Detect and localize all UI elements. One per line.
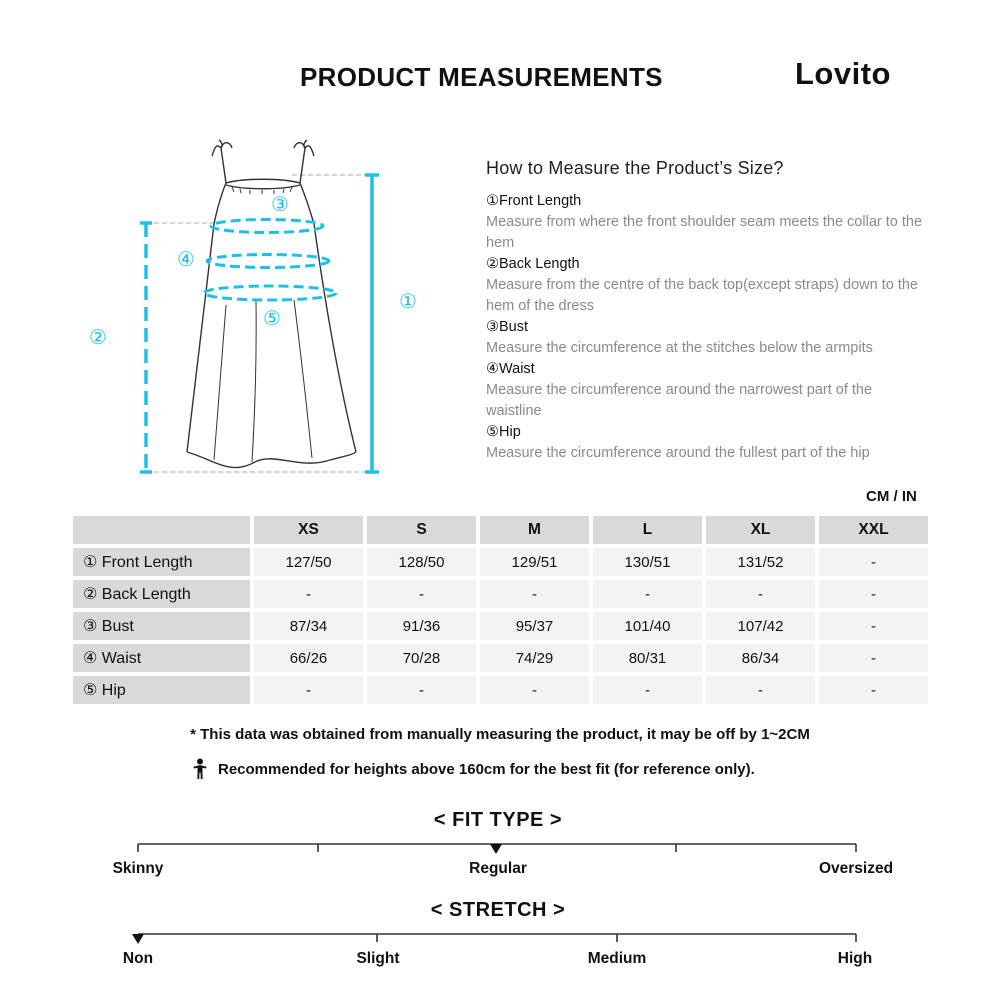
table-cell: - (254, 580, 363, 608)
fit-label-skinny: Skinny (112, 860, 164, 877)
table-cell: - (480, 580, 589, 608)
table-cell: - (819, 580, 928, 608)
table-cell: 128/50 (367, 548, 476, 576)
table-cell: - (819, 644, 928, 672)
table-cell: 127/50 (254, 548, 363, 576)
fit-type-indicator-icon (490, 844, 502, 854)
table-cell: - (480, 676, 589, 704)
measure-description: Measure the circumference at the stitches below the armpits (486, 340, 873, 356)
size-header-l: L (593, 516, 702, 544)
table-cell: - (819, 612, 928, 640)
table-cell: 107/42 (706, 612, 815, 640)
measure-label: ①Front Length (486, 193, 582, 209)
table-cell: 70/28 (367, 644, 476, 672)
table-cell: 74/29 (480, 644, 589, 672)
measure-description: Measure the circumference around the narrowest part of the waistline (486, 382, 873, 419)
row-label: ② Back Length (73, 580, 250, 608)
table-cell: - (367, 676, 476, 704)
table-cell: - (706, 580, 815, 608)
measure-label: ③Bust (486, 319, 529, 335)
fit-label-oversized: Oversized (818, 860, 894, 877)
table-cell: - (819, 548, 928, 576)
stretch-indicator-icon (132, 934, 144, 944)
table-cell: - (254, 676, 363, 704)
table-cell: 129/51 (480, 548, 589, 576)
table-cell: 86/34 (706, 644, 815, 672)
table-cell: - (367, 580, 476, 608)
measurement-disclaimer: * This data was obtained from manually measuring the product, it may be off by 1~2CM (190, 726, 810, 743)
marker-waist: ④ (177, 247, 195, 271)
marker-back-length: ② (89, 325, 107, 349)
size-header-xxl: XXL (819, 516, 928, 544)
stretch-label-high: High (837, 950, 873, 967)
measure-description: Measure the circumference around the fullest part of the hip (486, 445, 870, 461)
how-to-measure-title: How to Measure the Product’s Size? (486, 158, 784, 178)
row-label: ③ Bust (73, 612, 250, 640)
table-cell: - (819, 676, 928, 704)
measure-label: ⑤Hip (486, 424, 521, 440)
marker-bust: ③ (271, 192, 289, 216)
measure-label: ④Waist (486, 361, 535, 377)
table-cell: 87/34 (254, 612, 363, 640)
fit-label-regular: Regular (469, 860, 527, 877)
table-cell: - (593, 676, 702, 704)
page-title: PRODUCT MEASUREMENTS (300, 62, 663, 92)
size-header-m: M (480, 516, 589, 544)
size-header-xs: XS (254, 516, 363, 544)
size-header-xl: XL (706, 516, 815, 544)
measure-description: Measure from the centre of the back top(except straps) down to the hem of the dress (486, 277, 918, 314)
table-cell: - (593, 580, 702, 608)
marker-hip: ⑤ (263, 306, 281, 330)
table-cell: 130/51 (593, 548, 702, 576)
fit-type-title: < FIT TYPE > (433, 809, 563, 831)
row-label: ⑤ Hip (73, 676, 250, 704)
units-label: CM / IN (866, 488, 917, 505)
size-header-s: S (367, 516, 476, 544)
marker-front-length: ① (399, 289, 417, 313)
stretch-label-medium: Medium (587, 950, 647, 967)
measure-label: ②Back Length (486, 256, 580, 272)
table-cell: 131/52 (706, 548, 815, 576)
table-cell: 91/36 (367, 612, 476, 640)
table-cell: 95/37 (480, 612, 589, 640)
stretch-label-slight: Slight (356, 950, 400, 967)
row-label: ① Front Length (73, 548, 250, 576)
stretch-title: < STRETCH > (430, 899, 566, 921)
table-cell: 66/26 (254, 644, 363, 672)
table-cell: - (706, 676, 815, 704)
table-cell: 80/31 (593, 644, 702, 672)
height-recommendation-text: Recommended for heights above 160cm for the best fit (for reference only). (218, 760, 755, 778)
table-cell: 101/40 (593, 612, 702, 640)
measure-description: Measure from where the front shoulder seam meets the collar to the hem (486, 214, 923, 251)
stretch-label-non: Non (122, 950, 154, 967)
row-label: ④ Waist (73, 644, 250, 672)
brand-logo: Lovito (795, 56, 891, 91)
